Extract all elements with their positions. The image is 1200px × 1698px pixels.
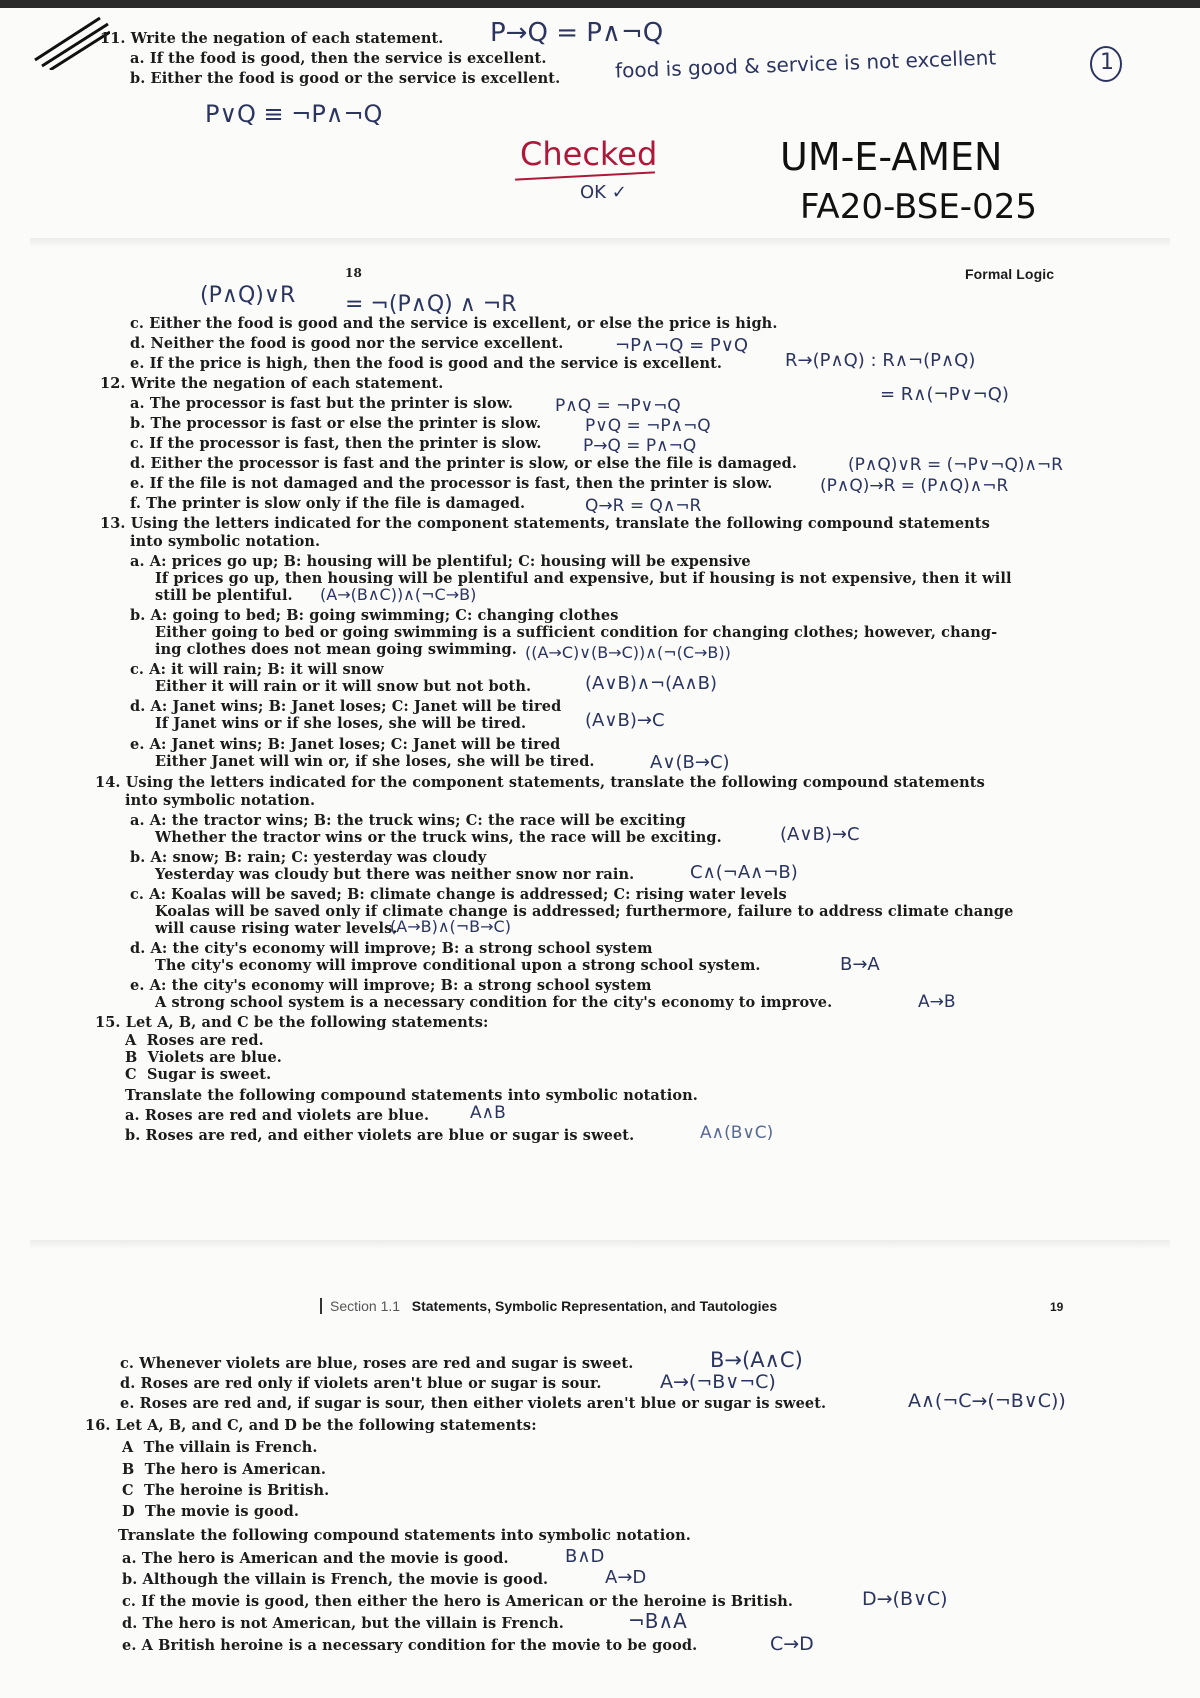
hw-q11b-answer: P∨Q ≡ ¬P∧¬Q <box>205 100 383 128</box>
hw-checked: Checked <box>520 135 658 173</box>
hw-q11e-answer: R→(P∧Q) : R∧¬(P∧Q) <box>785 350 976 371</box>
q16-def-b: B The hero is American. <box>122 1461 326 1478</box>
q16-def-c: C The heroine is British. <box>122 1482 330 1499</box>
hw-q16e: C→D <box>770 1633 814 1655</box>
q13b-def: b. A: going to bed; B: going swimming; C: changing clothes <box>130 607 619 624</box>
hw-q13a: (A→(B∧C))∧(¬C→B) <box>320 585 477 604</box>
q12a: a. The processor is fast but the printer is slow. <box>130 395 513 412</box>
q14d-text: The city's economy will improve conditional upon a strong school system. <box>155 957 761 974</box>
q14b-text: Yesterday was cloudy but there was neither snow nor rain. <box>155 866 635 883</box>
hw-q13d: (A∨B)→C <box>585 710 665 731</box>
q12f: f. The printer is slow only if the file is damaged. <box>130 495 526 512</box>
q14-stem-2: into symbolic notation. <box>125 792 316 809</box>
page19-number: 19 <box>1050 1300 1064 1314</box>
q14c-text-1: Koalas will be saved only if climate change is addressed; furthermore, failure to address climate change <box>155 903 1014 920</box>
q14a-def: a. A: the tractor wins; B: the truck wins; C: the race will be exciting <box>130 812 686 829</box>
q13a-text-1: If prices go up, then housing will be plentiful and expensive, but if housing is not expensive, then it will <box>155 570 1012 587</box>
q15-stem: 15. Let A, B, and C be the following statements: <box>95 1014 489 1031</box>
hw-q15e: A∧(¬C→(¬B∨C)) <box>908 1390 1066 1412</box>
hw-q12e: (P∧Q)→R = (P∧Q)∧¬R <box>820 476 1009 496</box>
q12d: d. Either the processor is fast and the printer is slow, or else the file is damaged. <box>130 455 798 472</box>
q11a: a. If the food is good, then the service is excellent. <box>130 50 547 67</box>
q16-def-d: D The movie is good. <box>122 1503 299 1520</box>
hw-q12a: P∧Q = ¬P∨¬Q <box>555 396 681 416</box>
q13c-def: c. A: it will rain; B: it will snow <box>130 661 384 678</box>
q11-stem <box>100 30 443 47</box>
hw-q14a: (A∨B)→C <box>780 824 860 845</box>
hw-q11d-answer: ¬P∧¬Q = P∨Q <box>615 335 749 356</box>
hw-q11c-answer: = ¬(P∧Q) ∧ ¬R <box>345 292 517 317</box>
q13b-text-1: Either going to bed or going swimming is a sufficient condition for changing clothes; however, chang- <box>155 624 998 641</box>
q14b-def: b. A: snow; B: rain; C: yesterday was cloudy <box>130 849 487 866</box>
q13b-text-2: ing clothes does not mean going swimming. <box>155 641 517 658</box>
q16e: e. A British heroine is a necessary condition for the movie to be good. <box>122 1637 698 1654</box>
hw-q14e: A→B <box>918 992 956 1012</box>
q11-number: 11. <box>100 30 126 47</box>
hw-q14b: C∧(¬A∧¬B) <box>690 862 798 883</box>
hw-q13c: (A∨B)∧¬(A∧B) <box>585 673 718 694</box>
hw-q14c: (A→B)∧(¬B→C) <box>390 917 511 936</box>
q12c: c. If the processor is fast, then the printer is slow. <box>130 435 542 452</box>
q12b: b. The processor is fast or else the printer is slow. <box>130 415 542 432</box>
hw-q12b: P∨Q = ¬P∧¬Q <box>585 416 711 436</box>
q11e: e. If the price is high, then the food is good and the service is excellent. <box>130 355 723 372</box>
hw-q16b: A→D <box>605 1567 647 1588</box>
q11c: c. Either the food is good and the service is excellent, or else the price is high. <box>130 315 778 332</box>
q16c: c. If the movie is good, then either the hero is American or the heroine is British. <box>122 1593 794 1610</box>
q13d-def: d. A: Janet wins; B: Janet loses; C: Janet will be tired <box>130 698 562 715</box>
q14e-def: e. A: the city's economy will improve; B: a strong school system <box>130 977 652 994</box>
page-fold <box>30 238 1170 246</box>
scan-top-band <box>0 0 1200 8</box>
q15a: a. Roses are red and violets are blue. <box>125 1107 430 1124</box>
hw-q13b: ((A→C)∨(B→C))∧(¬(C→B)) <box>525 643 731 662</box>
q14c-def: c. A: Koalas will be saved; B: climate change is addressed; C: rising water levels <box>130 886 787 903</box>
hw-q16c: D→(B∨C) <box>862 1588 948 1610</box>
q13a-text-2: still be plentiful. <box>155 587 293 604</box>
hw-q13e: A∨(B→C) <box>650 752 730 773</box>
q16b: b. Although the villain is French, the movie is good. <box>122 1571 549 1588</box>
q11-stem-text: Write the negation of each statement. <box>130 30 444 47</box>
page18-running-head: Formal Logic <box>965 266 1055 282</box>
hw-q15d: A→(¬B∨¬C) <box>660 1371 776 1393</box>
hw-q12d: (P∧Q)∨R = (¬P∨¬Q)∧¬R <box>848 455 1063 475</box>
hw-q11a-answer: food is good & service is not excellent <box>614 45 997 83</box>
hw-q12f: Q→R = Q∧¬R <box>585 496 702 516</box>
hw-q16a: B∧D <box>565 1546 605 1567</box>
q11d: d. Neither the food is good nor the service excellent. <box>130 335 564 352</box>
q13c-text: Either it will rain or it will snow but not both. <box>155 678 532 695</box>
hw-q14d: B→A <box>840 954 880 975</box>
hw-q11c-lhs: (P∧Q)∨R <box>200 283 296 308</box>
q16a: a. The hero is American and the movie is good. <box>122 1550 509 1567</box>
q16-def-a: A The villain is French. <box>122 1439 318 1456</box>
q15-instr: Translate the following compound statements into symbolic notation. <box>125 1087 698 1104</box>
hw-student-name: UM-E-AMEN <box>780 135 1003 179</box>
hw-neg-if: P→Q = P∧¬Q <box>490 18 664 48</box>
q13a-def: a. A: prices go up; B: housing will be plentiful; C: housing will be expensive <box>130 553 751 570</box>
q13e-def: e. A: Janet wins; B: Janet loses; C: Janet will be tired <box>130 736 561 753</box>
hw-q15b: A∧(B∨C) <box>700 1123 774 1143</box>
q15-def-c: C Sugar is sweet. <box>125 1066 272 1083</box>
q14a-text: Whether the tractor wins or the truck wins, the race will be exciting. <box>155 829 722 846</box>
page-fold-2 <box>30 1240 1170 1248</box>
q15d: d. Roses are red only if violets aren't blue or sugar is sour. <box>120 1375 602 1392</box>
q15-def-a: A Roses are red. <box>125 1032 264 1049</box>
page18-number: 18 <box>345 266 362 280</box>
q14d-def: d. A: the city's economy will improve; B: a strong school system <box>130 940 653 957</box>
q15b: b. Roses are red, and either violets are blue or sugar is sweet. <box>125 1127 635 1144</box>
q16-stem: 16. Let A, B, and C, and D be the following statements: <box>85 1417 537 1434</box>
hw-q16d: ¬B∧A <box>628 1609 687 1633</box>
q13-stem: 13. Using the letters indicated for the component statements, translate the following compound statements <box>100 515 990 532</box>
hw-q11e-answer-2: = R∧(¬P∨¬Q) <box>880 384 1009 405</box>
q15e: e. Roses are red and, if sugar is sour, then either violets aren't blue or sugar is sweet. <box>120 1395 827 1412</box>
q14-stem: 14. Using the letters indicated for the component statements, translate the following compound statements <box>95 774 985 791</box>
q16-instr: Translate the following compound statements into symbolic notation. <box>118 1527 691 1544</box>
hw-q12c: P→Q = P∧¬Q <box>583 436 697 456</box>
q15c: c. Whenever violets are blue, roses are red and sugar is sweet. <box>120 1355 634 1372</box>
hw-student-roll: FA20-BSE-025 <box>800 187 1037 227</box>
hw-circle-num: 1 <box>1100 50 1114 75</box>
q12e: e. If the file is not damaged and the processor is fast, then the printer is slow. <box>130 475 773 492</box>
q11b: b. Either the food is good or the service is excellent. <box>130 70 561 87</box>
q14e-text: A strong school system is a necessary condition for the city's economy to improve. <box>155 994 833 1011</box>
q14c-text-2: will cause rising water levels. <box>155 920 398 937</box>
hw-q15c: B→(A∧C) <box>710 1348 803 1372</box>
q12-stem: 12. Write the negation of each statement. <box>100 375 444 392</box>
q15-def-b: B Violets are blue. <box>125 1049 282 1066</box>
q16d: d. The hero is not American, but the villain is French. <box>122 1615 564 1632</box>
hw-ok-tick: OK ✓ <box>580 182 627 203</box>
q13d-text: If Janet wins or if she loses, she will be tired. <box>155 715 527 732</box>
pen-strike-marks <box>30 10 110 70</box>
page19-running-head: Section 1.1 Statements, Symbolic Representation, and Tautologies <box>320 1298 777 1314</box>
hw-q15a: A∧B <box>470 1103 506 1123</box>
q13-stem-2: into symbolic notation. <box>130 533 321 550</box>
q13e-text: Either Janet will win or, if she loses, she will be tired. <box>155 753 595 770</box>
